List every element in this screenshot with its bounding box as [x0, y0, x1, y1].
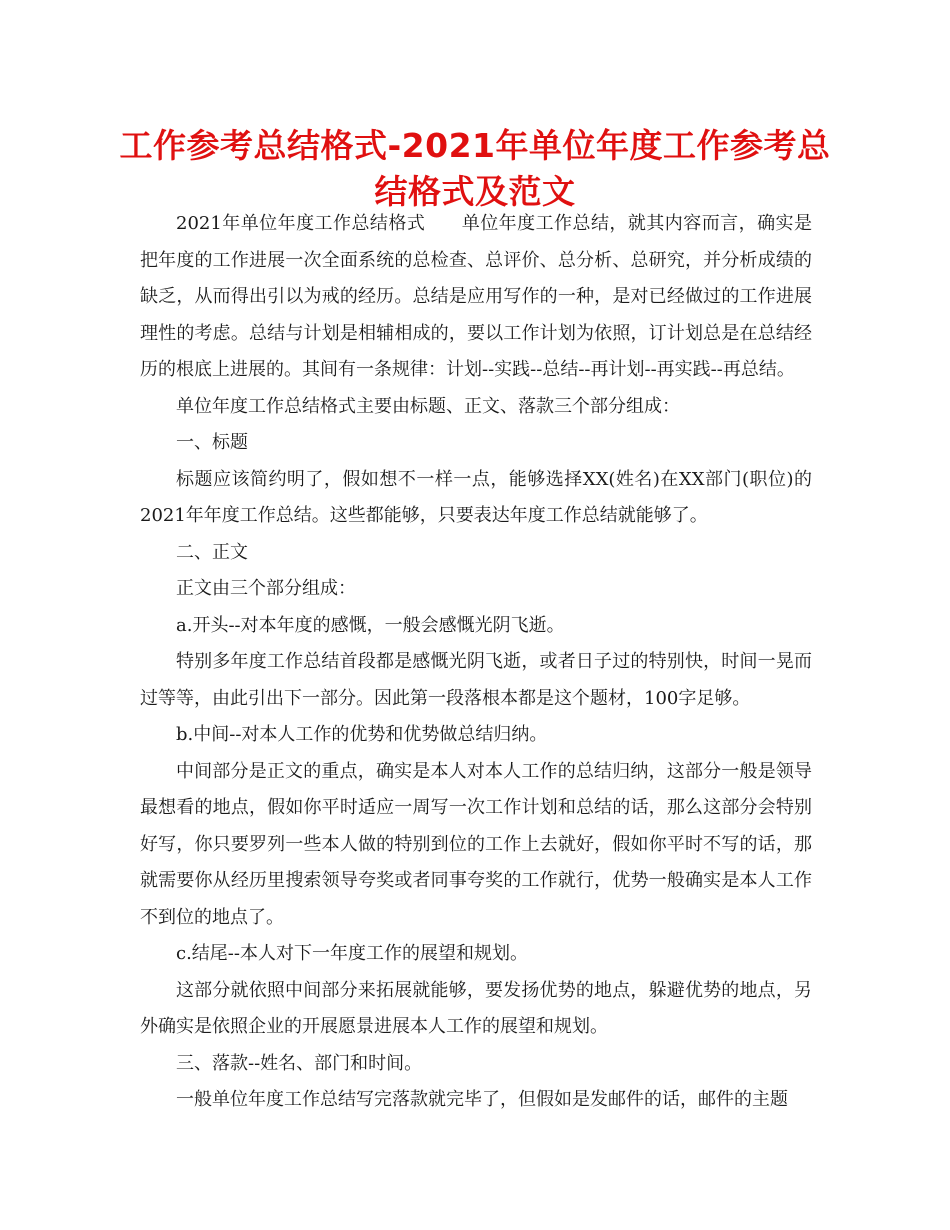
- paragraph: c.结尾--本人对下一年度工作的展望和规划。: [176, 943, 528, 964]
- section-heading: 三、落款--姓名、部门和时间。: [176, 1052, 423, 1074]
- paragraph: 标题应该简约明了，假如想不一样一点，能够选择XX(姓名)在XX部门(职位)的2021年年度工作总结。这些都能够，只要表达年度工作总结就能够了。: [140, 468, 812, 526]
- intro-text: 单位年度工作总结，就其内容而言，确实是把年度的工作进展一次全面系统的总检查、总评价、总分析、总研究，并分析成绩的缺乏，从而得出引以为戒的经历。总结是应用写作的一种，是对已经做过的工作进展理性的考虑。总结与计划是相辅相成的，要以工作计划为依照，订计划总是在总结经历的根底上进展的。其间有一条规律：计划--实践--总结--再计划--再实践--再总结。: [140, 213, 813, 380]
- paragraph-intro: [140, 206, 812, 389]
- document-body: [140, 206, 812, 1119]
- paragraph: 特别多年度工作总结首段都是感慨光阴飞逝，或者日子过的特别快，时间一晃而过等等，由此引出下一部分。因此第一段落根本都是这个题材，100字足够。: [140, 651, 812, 709]
- document-title-line-1: 工作参考总结格式-2021年单位年度工作参考总: [119, 126, 831, 165]
- paragraph: 这部分就依照中间部分来拓展就能够，要发扬优势的地点，躲避优势的地点，另外确实是依照企业的开展愿景进展本人工作的展望和规划。: [140, 979, 812, 1037]
- section-heading: 一、标题: [176, 432, 248, 453]
- paragraph: 中间部分是正文的重点，确实是本人对本人工作的总结归纳，这部分一般是领导最想看的地点，假如你平时适应一周写一次工作计划和总结的话，那么这部分会特别好写，你只要罗列一些本人做的特别到位的工作上去就好，假如你平时不写的话，那就需要你从经历里搜索领导夸奖或者同事夸奖的工作就行，优势一般确实是本人工作不到位的地点了。: [140, 760, 812, 928]
- section-heading: 二、正文: [176, 541, 248, 563]
- paragraph: 单位年度工作总结格式主要由标题、正文、落款三个部分组成：: [176, 395, 680, 417]
- document-title: [118, 123, 832, 215]
- paragraph: 一般单位年度工作总结写完落款就完毕了，但假如是发邮件的话，邮件的主题: [176, 1089, 788, 1110]
- paragraph: 正文由三个部分组成：: [176, 578, 356, 599]
- paragraph: a.开头--对本年度的感慨，一般会感慨光阴飞逝。: [176, 614, 565, 636]
- paragraph: b.中间--对本人工作的优势和优势做总结归纳。: [176, 724, 548, 745]
- intro-heading: 2021年单位年度工作总结格式: [176, 213, 426, 234]
- document-title-line-2: 结格式及范文: [374, 172, 576, 211]
